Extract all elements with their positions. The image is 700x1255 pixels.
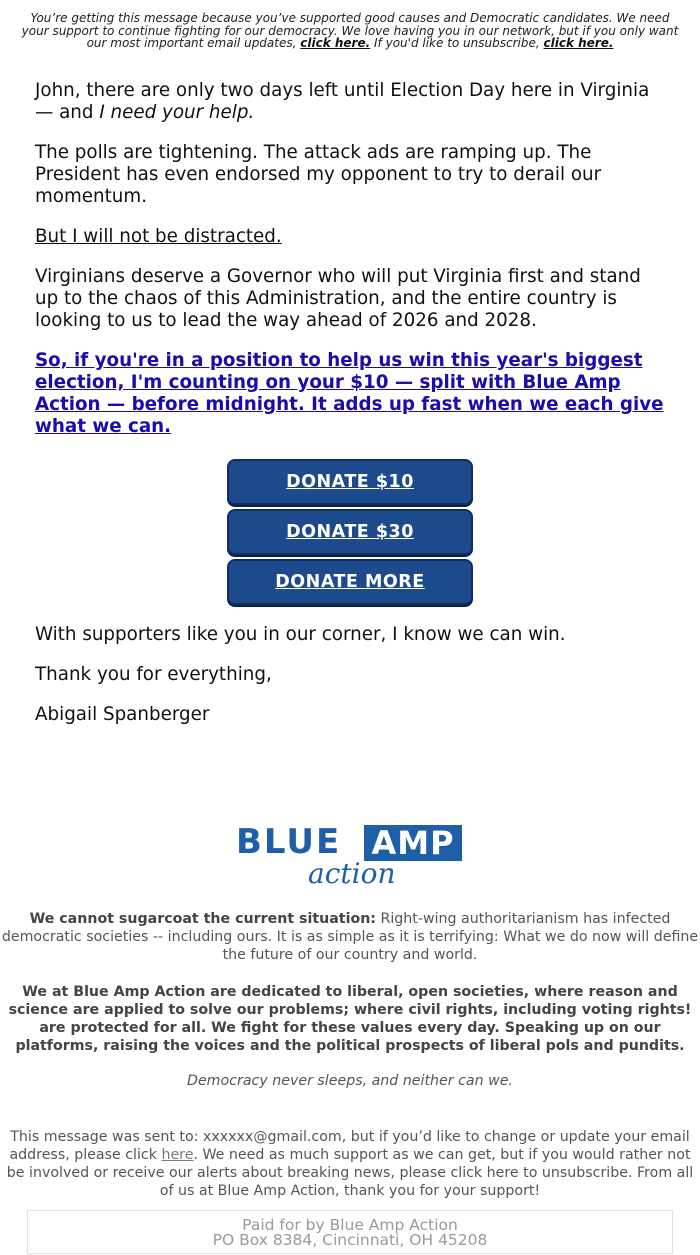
footer-situation-heading: We cannot sugarcoat the current situation:: [29, 911, 376, 927]
footer-tagline: Democracy never sleeps, and neither can we.: [187, 1073, 513, 1089]
footer-mission: We at Blue Amp Action are dedicated to liberal, open societies, where reason and science are applied to solve our problems; where civil rights, including voting rights! are protected for all. We fight for these values every day. Speaking up on our platforms, raising the voices and the political prospects of liberal pols and pundits.: [8, 984, 692, 1054]
paragraph-intro: [35, 80, 665, 124]
logo-action-text: action: [308, 857, 396, 890]
email-body: [35, 80, 665, 456]
footer-situation: [0, 910, 700, 964]
closing: [35, 624, 665, 744]
footer-notice-text: This message was sent to: xxxxxx@gmail.com, but if you’d like to change or update your email address, please click: [9, 1129, 690, 1163]
footer-notice: [0, 1128, 700, 1200]
preheader: [20, 12, 680, 50]
donate-30-button[interactable]: DONATE $30: [227, 509, 473, 555]
intro-text: John, there are only two days left until Election Day here in Virginia — and: [35, 80, 650, 123]
blue-amp-action-logo: [236, 822, 466, 894]
update-email-link[interactable]: here: [161, 1147, 194, 1163]
donate-more-button[interactable]: DONATE MORE: [227, 559, 473, 605]
paid-for-address: PO Box 8384, Cincinnati, OH 45208: [212, 1231, 488, 1249]
paragraph-polls: The polls are tightening. The attack ads are ramping up. The President has even endorsed my opponent to try to derail our momentum.: [35, 142, 602, 207]
footer-situation-text: Right-wing authoritarianism has infected democratic societies -- including ours. It is as simple as it is terrifying: What we do now will define the future of our country and world.: [1, 911, 699, 963]
preheader-text: You’re getting this message because you’ve supported good causes and Democratic candidates. We need your support to continue fighting for our democracy. We love having you in our network, but if you only want our most important email updates,: [21, 11, 679, 50]
footer-notice-text-2: . We need as much support as we can get, but if you would rather not be involved or receive our alerts about breaking news, please click here to unsubscribe. From all of us at Blue Amp Action, thank you for your support!: [6, 1147, 694, 1199]
paragraph-virginians: Virginians deserve a Governor who will put Virginia first and stand up to the chaos of this Administration, and the entire country is looking to us to lead the way ahead of 2026 and 2028.: [35, 266, 641, 331]
paid-for-line: Paid for by Blue Amp Action: [242, 1216, 458, 1234]
email-preferences-link[interactable]: click here.: [300, 36, 371, 50]
logo-blue-text: BLUE: [236, 822, 342, 862]
donate-buttons: [227, 459, 473, 609]
donate-cta-link[interactable]: So, if you're in a position to help us win this year's biggest election, I'm counting on your $10 — split with Blue Amp Action — before midnight. It adds up fast when we each give what we can.: [35, 350, 664, 437]
logo-amp-text: AMP: [364, 825, 462, 861]
paid-for-box: [27, 1210, 673, 1254]
preheader-text-2: If you'd like to unsubscribe,: [374, 36, 540, 50]
intro-emphasis: I need your help.: [99, 102, 255, 123]
closing-paragraph: With supporters like you in our corner, I know we can win.: [35, 624, 566, 645]
unsubscribe-link[interactable]: click here.: [543, 36, 614, 50]
donate-10-button[interactable]: DONATE $10: [227, 459, 473, 505]
paragraph-not-distracted: But I will not be distracted.: [35, 226, 282, 247]
signature: Abigail Spanberger: [35, 704, 210, 725]
closing-thanks: Thank you for everything,: [35, 664, 272, 685]
